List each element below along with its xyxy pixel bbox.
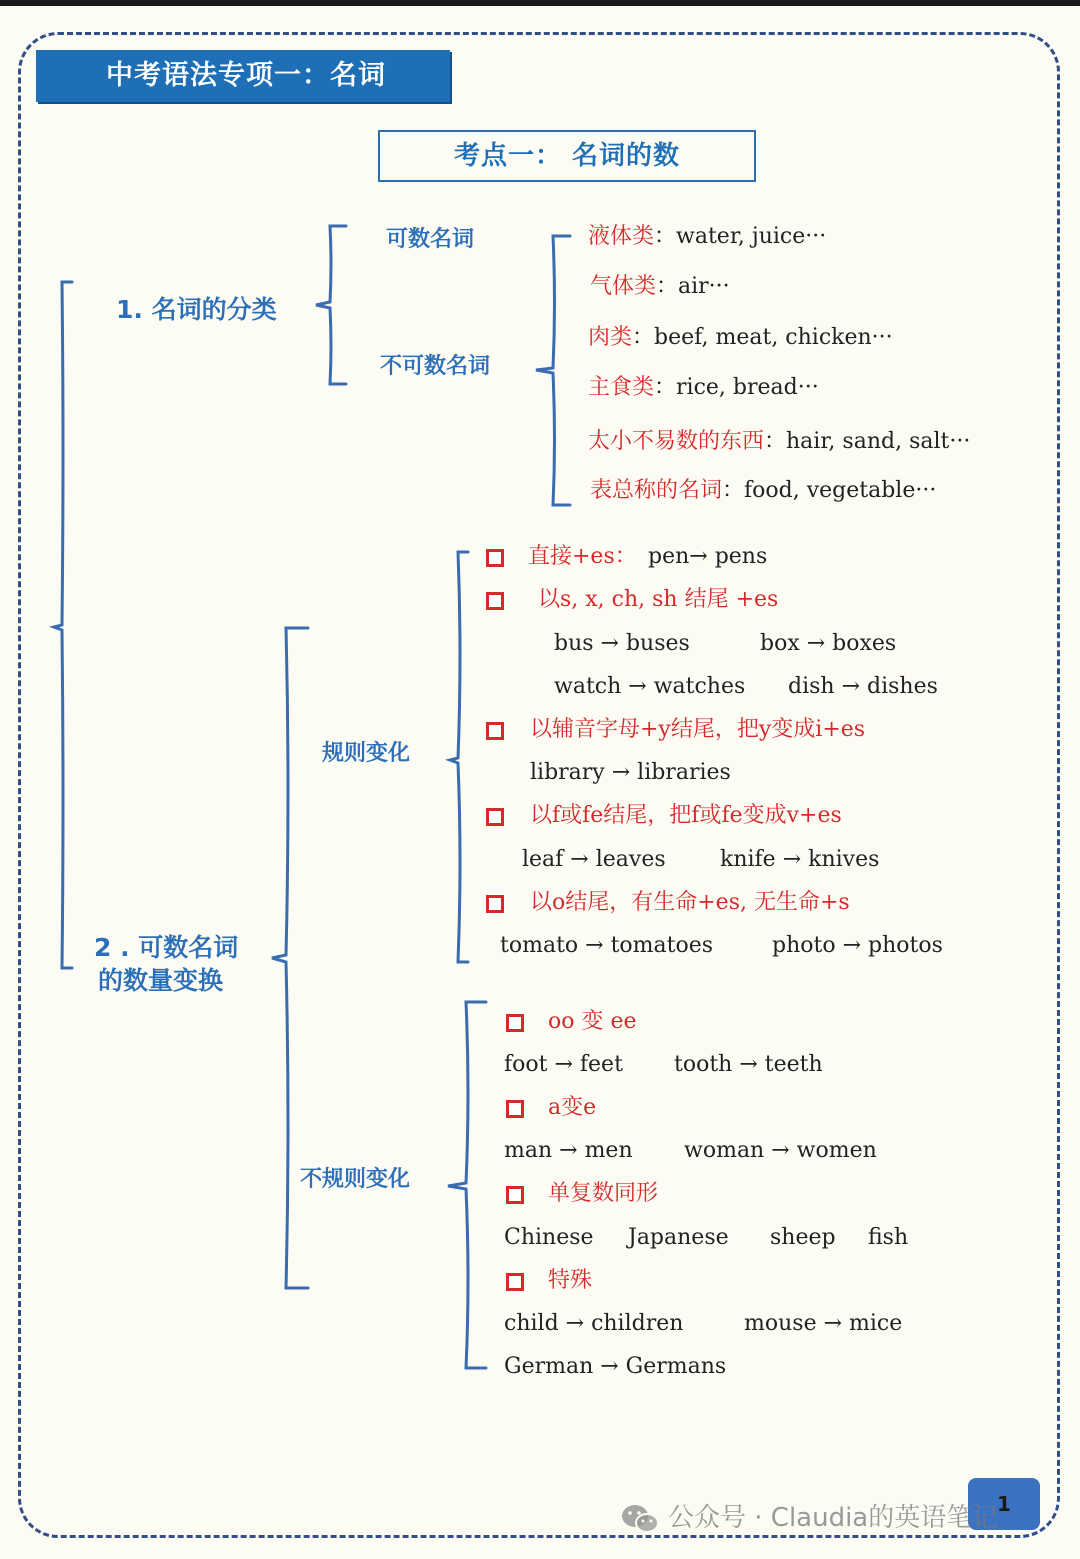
example-text: watch → watches [554,674,746,699]
main-bracket [54,282,72,968]
uncountable-label: 不可数名词 [380,354,491,379]
example-text: bus → buses [554,631,690,656]
example-text: German → Germans [504,1354,727,1379]
example-text: Chinese [504,1225,594,1250]
list-item: 肉类：beef, meat, chicken··· [588,325,893,350]
example-text: fish [868,1225,909,1250]
square-bullet-icon [506,1273,524,1291]
square-bullet-icon [486,895,504,913]
regular-bracket [450,552,468,962]
square-bullet-icon [486,722,504,740]
irregular-label: 不规则变化 [300,1167,411,1192]
page-title: 中考语法专项一：名词 [36,50,450,102]
example-text: child → children [504,1311,684,1336]
wechat-icon [620,1503,660,1535]
example-text: foot → feet [504,1052,623,1077]
square-bullet-icon [486,592,504,610]
example-text: box → boxes [760,631,897,656]
example-text: sheep [770,1225,836,1250]
quantity-label-line1: 2 . 可数名词 [94,933,239,962]
example-text: tooth → teeth [674,1052,823,1077]
topic-heading: 考点一： 名词的数 [378,130,756,182]
example-text: mouse → mice [744,1311,903,1336]
example-text: man → men [504,1138,633,1163]
example-text: library → libraries [530,760,731,785]
uncountable-bracket [536,236,570,505]
square-bullet-icon [486,808,504,826]
example-text: tomato → tomatoes [500,933,714,958]
rule-text: 以f或fe结尾，把f或fe变成v+es [530,803,842,828]
regular-label: 规则变化 [322,741,411,766]
rule-text: 以辅音字母+y结尾，把y变成i+es [530,717,866,742]
square-bullet-icon [486,549,504,567]
list-item: 气体类：air··· [590,274,730,299]
rule-text: 直接+es： [528,544,637,569]
square-bullet-icon [506,1186,524,1204]
quantity-label-line2: 的数量变换 [98,966,224,995]
page-number: 1 [968,1478,1040,1530]
classification-label: 1. 名词的分类 [116,295,277,324]
list-item: 表总称的名词：food, vegetable··· [590,478,937,503]
watermark [620,1498,998,1538]
list-item: 液体类：water, juice··· [588,224,827,249]
rule-text: a变e [548,1095,597,1120]
square-bullet-icon [506,1014,524,1032]
list-item: 主食类：rice, bread··· [588,375,819,400]
rule-text: 以o结尾，有生命+es, 无生命+s [530,890,850,915]
irregular-bracket [448,1002,486,1368]
example-text: knife → knives [720,847,880,872]
watermark-text: 公众号 · Claudia的英语笔记 [668,1503,999,1533]
rule-text: oo 变 ee [548,1009,637,1034]
square-bullet-icon [506,1100,524,1118]
example-text: pen→ pens [648,544,768,569]
list-item: 太小不易数的东西：hair, sand, salt··· [588,429,971,454]
example-text: photo → photos [772,933,943,958]
example-text: woman → women [684,1138,877,1163]
example-text: leaf → leaves [522,847,666,872]
classification-bracket [316,226,346,384]
example-text: dish → dishes [788,674,938,699]
rule-text: 特殊 [548,1268,593,1293]
rule-text: 以s, x, ch, sh 结尾 +es [538,587,779,612]
example-text: Japanese [628,1225,729,1250]
countable-label: 可数名词 [386,227,475,252]
rule-text: 单复数同形 [548,1181,659,1206]
